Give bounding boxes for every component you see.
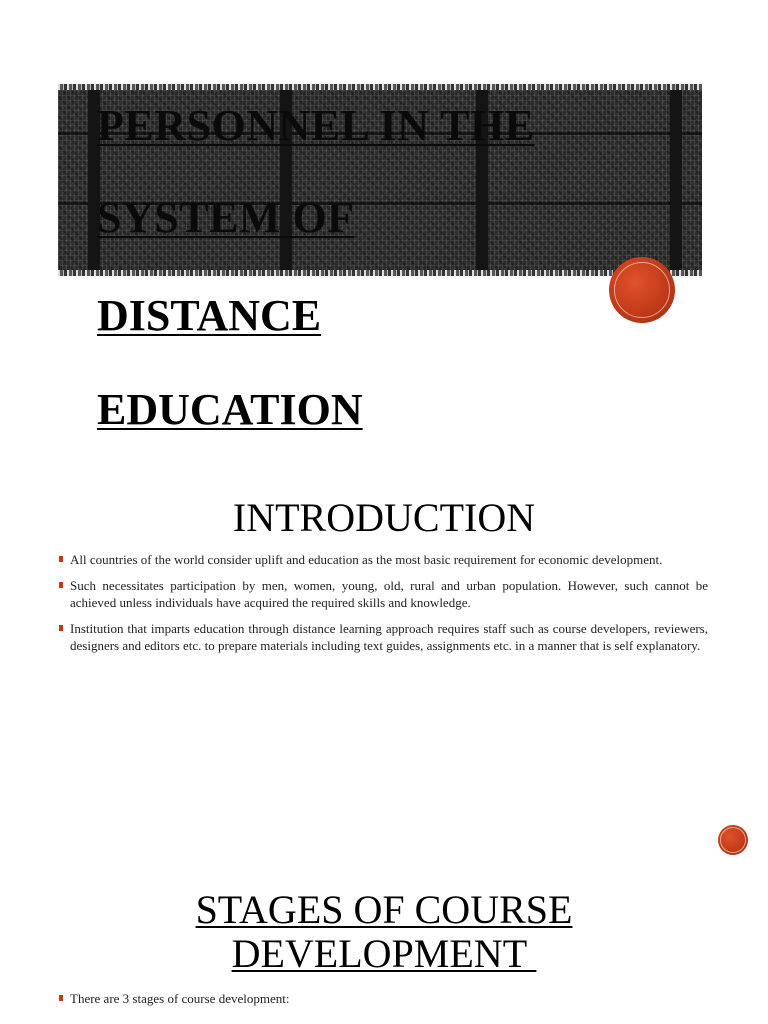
title-line-2: SYSTEM OF [97, 193, 355, 242]
list-item [58, 551, 708, 568]
circle-ornament-icon [718, 825, 748, 855]
banner-edge-top [58, 84, 702, 90]
list-item-text: Such necessitates participation by men, women, young, old, rural and urban population. However, such cannot be achieved unless individuals have acquired the required skills and knowledge. [70, 578, 708, 610]
bullet-icon [59, 556, 63, 562]
banner-edge-bottom [58, 270, 702, 276]
list-item [58, 990, 708, 1007]
title-line-1: PERSONNEL IN THE [97, 101, 535, 150]
intro-bullet-list [58, 551, 708, 663]
circle-ornament-icon [609, 257, 675, 323]
title-line-4: EDUCATION [97, 385, 363, 434]
stages-heading [0, 888, 768, 976]
list-item [58, 620, 708, 654]
list-item-text: Institution that imparts education through distance learning approach requires staff such as course developers, reviewers, designers and editors etc. to prepare materials including text guides, assignments etc. in a manner that is self explanatory. [70, 621, 708, 653]
stages-heading-line-2: DEVELOPMENT [231, 931, 537, 976]
bullet-icon [59, 995, 63, 1001]
stages-bullet-list [58, 990, 708, 1016]
stages-heading-line-1: STAGES OF COURSE [195, 887, 573, 932]
intro-heading: INTRODUCTION [232, 495, 536, 540]
list-item-text: All countries of the world consider uplift and education as the most basic requirement for economic development. [70, 552, 663, 567]
list-item-text: There are 3 stages of course development: [70, 991, 290, 1006]
banner-post [670, 90, 682, 270]
bullet-icon [59, 582, 63, 588]
title-line-3: DISTANCE [97, 291, 322, 340]
list-item [58, 577, 708, 611]
bullet-icon [59, 625, 63, 631]
